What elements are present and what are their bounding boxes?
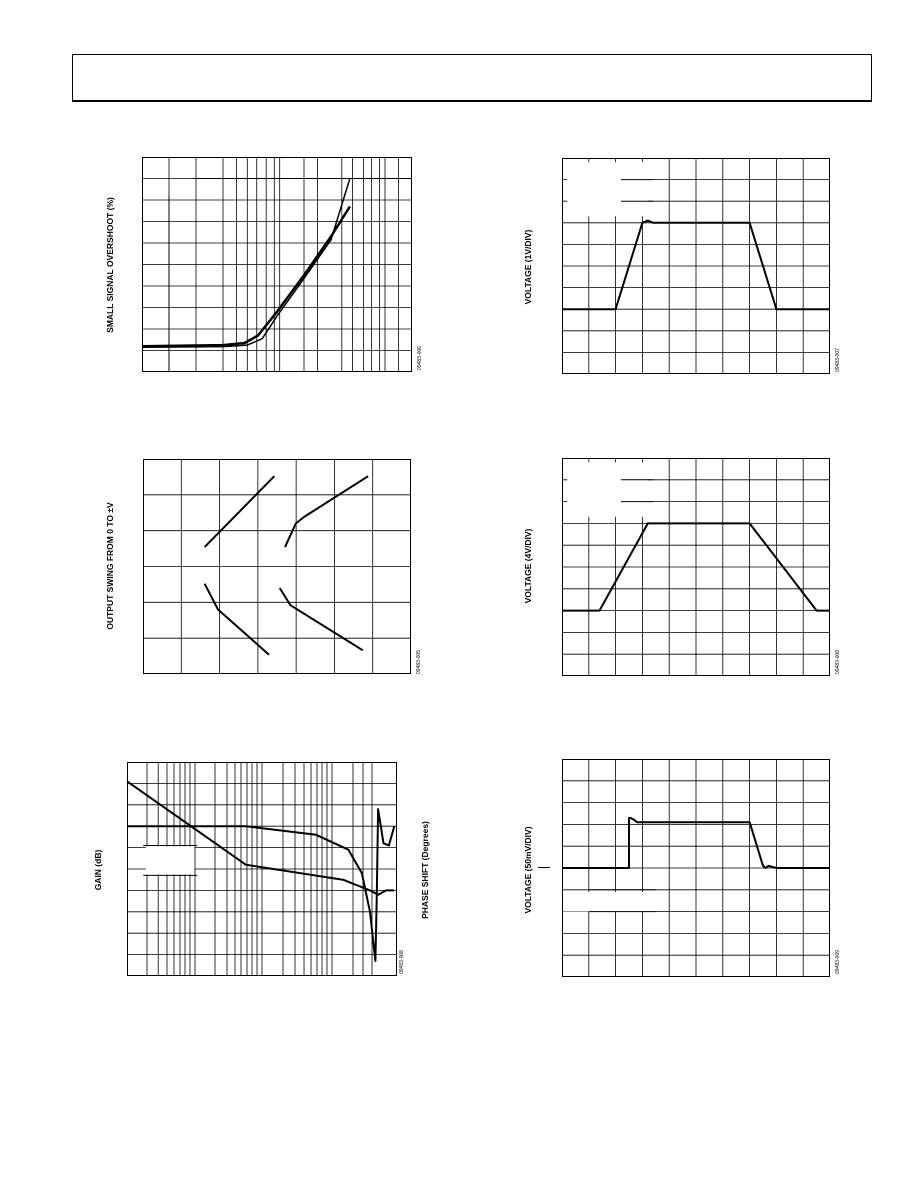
legend-area	[563, 892, 654, 912]
legend-area	[567, 162, 647, 216]
y-axis-label: GAIN (dB)	[93, 849, 103, 891]
y-axis-label: SMALL SIGNAL OVERSHOOT (%)	[105, 197, 115, 333]
legend-area	[146, 847, 195, 875]
y-axis-label: VOLTAGE (50mV/DIV)	[523, 826, 533, 914]
large-signal-chart-2	[562, 458, 830, 676]
figure-code: 09483-006	[417, 346, 423, 370]
series-line-2	[285, 476, 368, 547]
figure-code: 09483-008	[835, 650, 841, 674]
series-line-1	[205, 476, 275, 547]
output-swing-chart	[143, 459, 411, 674]
figure-code: 09483-008	[399, 950, 405, 974]
series-line-3	[205, 584, 269, 655]
zero-level-marker	[538, 867, 550, 868]
page-header-box	[72, 54, 872, 102]
y2-axis-label: PHASE SHIFT (Degrees)	[420, 821, 430, 919]
overshoot-chart	[142, 157, 412, 372]
small-signal-chart	[562, 759, 830, 977]
figure-code: 09483-007	[835, 348, 841, 372]
large-signal-chart-1	[562, 158, 830, 374]
legend-area	[567, 462, 647, 517]
series-line-1	[142, 207, 350, 347]
y-axis-label: VOLTAGE (4V/DIV)	[523, 528, 533, 604]
figure-code: 09483-009	[835, 950, 841, 974]
y-axis-label: OUTPUT SWING FROM 0 TO ±V	[105, 502, 115, 630]
series-line-4	[280, 588, 363, 650]
gain-phase-chart	[127, 762, 397, 976]
series-line-2	[142, 179, 350, 348]
y-axis-label: VOLTAGE (1V/DIV)	[523, 229, 533, 305]
figure-code: 09483-005	[416, 650, 422, 674]
